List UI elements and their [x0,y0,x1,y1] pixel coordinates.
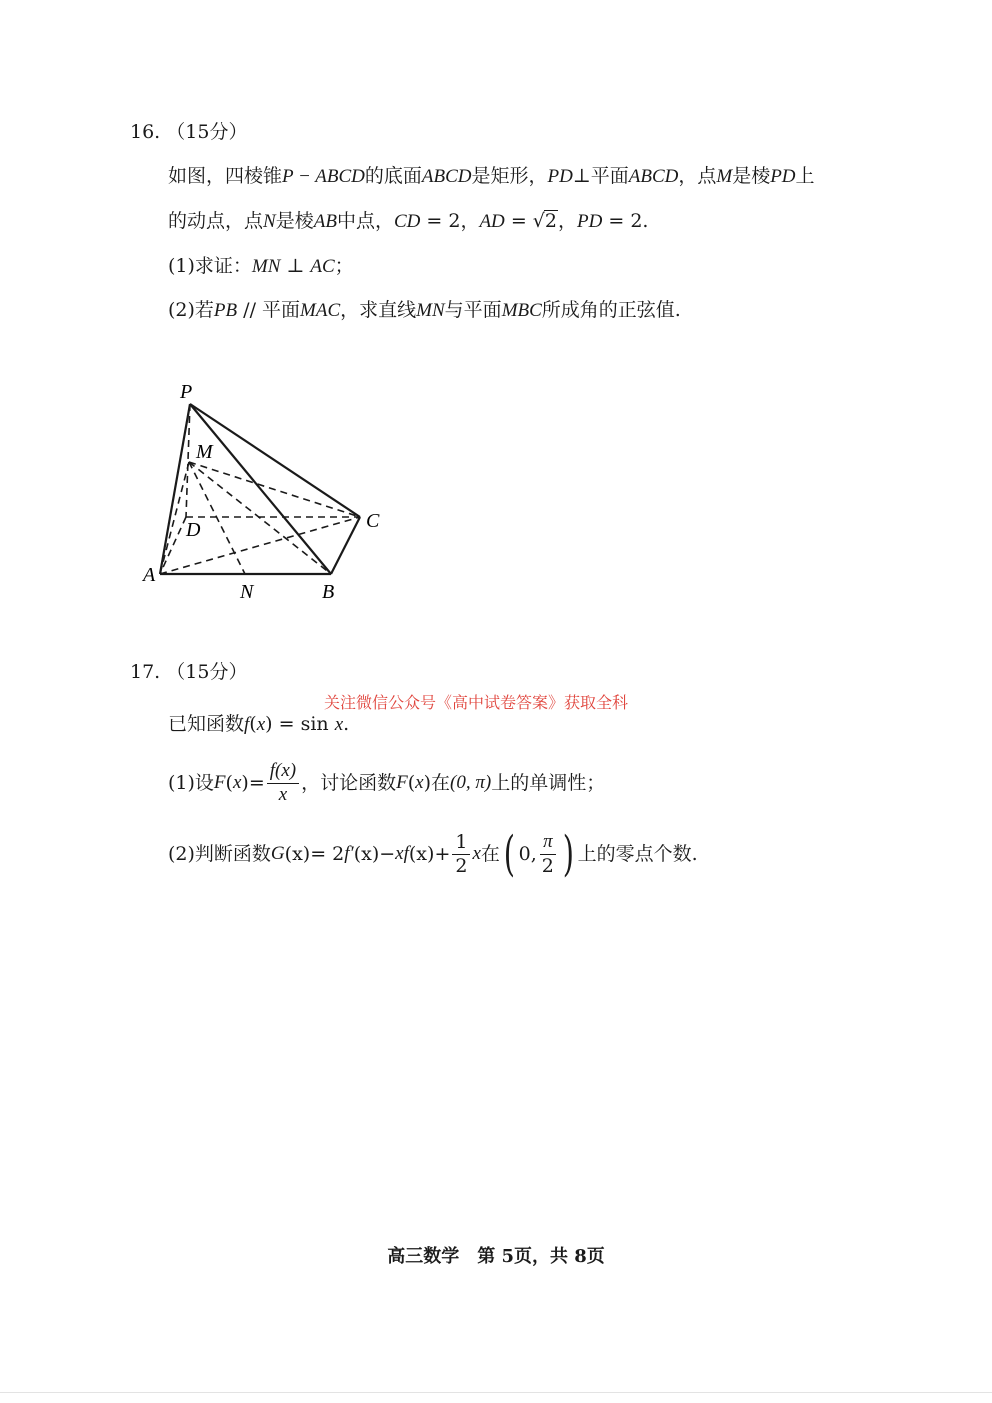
text: = 2. [602,210,649,232]
text: 如图，四棱锥 [168,165,283,187]
math-expr: MN [416,300,445,321]
text: ，讨论函数 [301,772,397,794]
math-expr: (x) [284,843,311,865]
paren: ) [423,772,432,794]
edge-PC [190,404,360,517]
math-expr: ABCD [421,166,472,187]
edge-MA [160,462,189,574]
math-expr: PB [213,300,238,321]
edge-PB [190,404,331,574]
edge-MC [189,462,360,517]
text: . [343,713,350,735]
fraction-denominator: x [278,783,288,805]
text: = 2， [420,210,480,232]
q16-stem-line2 [168,209,648,234]
math-expr: x [232,772,242,793]
label-B: B [322,581,335,603]
paren: ( [249,713,257,735]
big-paren-right: ) [562,826,574,882]
part-label: (1)设 [168,772,214,794]
sqrt-value: 2 [544,210,557,232]
label-P: P [180,381,193,403]
math-expr: P − ABCD [282,166,365,187]
fraction-denominator: 2 [541,854,554,877]
q17-score: （15分） [166,661,248,683]
math-expr: AB [313,211,337,232]
math-expr: x [472,843,481,864]
q16-score: （15分） [166,121,248,143]
math-expr: F [213,772,226,793]
big-paren-left: ( [503,826,515,882]
label-A: A [143,564,156,586]
q16-number: 16. [130,121,161,143]
q17-stem [168,712,349,737]
part-label: (2)判断函数 [168,843,271,865]
paren: ( [225,772,233,794]
math-expr: N [263,211,276,232]
paren: ) [241,772,249,794]
text: 所成角的正弦值. [541,299,681,321]
fraction-one-half [452,832,470,877]
text: ， [557,210,577,232]
text: 与平面 [444,299,502,321]
text: 0, [518,843,537,865]
math-expr: x [415,772,424,793]
text: + [434,843,451,865]
watermark-text: 关注微信公众号《高中试卷答案》获取全科 [324,693,629,712]
text: ； [334,255,354,277]
text: 的动点，点 [168,210,264,232]
fraction-numerator: 1 [452,832,470,855]
math-expr: x [256,714,266,735]
fraction-denominator: 2 [455,854,468,877]
fraction-pi-half [539,832,557,877]
math-expr: MAC [300,300,341,321]
math-expr: PD [770,166,796,187]
part-label: (2)若 [168,299,214,321]
text: 是棱 [732,165,771,187]
edge-BC [331,517,360,574]
text: 在 [431,772,451,794]
math-expr: ABCD [628,166,679,187]
part-label: (1)求证： [168,255,252,277]
paren: ( [407,772,416,794]
math-expr: MN [251,256,281,277]
text: 的底面 [364,165,422,187]
parallel-symbol: // [237,299,263,321]
text: 上的零点个数. [577,843,698,865]
sqrt-sign: √ [532,210,545,232]
text: = [504,210,533,232]
q17-part1 [168,760,605,806]
text: = sin [272,713,335,735]
paren: ) [265,713,273,735]
edge-PA [160,404,190,574]
q16-stem-line1 [168,164,815,189]
q16-part1 [168,254,354,279]
text: = [248,772,265,794]
text: = 2 [310,843,345,865]
page-footer: 高三数学 第 5页，共 8页 [387,1246,605,1267]
math-expr: f′ [344,843,354,864]
math-expr: PD [577,211,603,232]
text: − [379,843,396,865]
math-expr: M [716,166,733,187]
math-expr: G [270,843,285,864]
fraction-numerator: f(x) [267,761,299,784]
math-expr: F [396,772,408,793]
text: 已知函数 [168,713,245,735]
text: 是棱 [275,210,314,232]
text: 中点， [336,210,394,232]
math-expr: f [244,714,250,735]
q17-header [130,660,247,684]
edge-MN [189,462,245,574]
math-expr: PD [547,166,573,187]
math-expr: MBC [501,300,542,321]
text: 平面 [590,165,629,187]
q17-number: 17. [130,661,161,683]
math-expr: x [334,714,344,735]
text: 是矩形， [471,165,548,187]
label-D: D [186,519,201,541]
text: ，求直线 [340,299,417,321]
math-expr: AD [479,211,505,232]
interval: (0, π) [450,772,492,793]
math-expr: AC [310,256,335,277]
text: 上 [795,165,815,187]
text: 平面 [262,299,301,321]
edge-MB [189,462,331,574]
q16-part2 [168,298,681,323]
label-N: N [240,581,254,603]
q16-header [130,120,247,144]
math-expr: xf [395,843,409,864]
bottom-divider [0,1392,992,1393]
perp-symbol: ⊥ [280,255,311,277]
math-expr: CD [393,211,421,232]
perp-symbol: ⊥ [572,165,591,187]
text: 在 [480,843,500,865]
label-C: C [366,510,380,532]
math-expr: (x) [353,843,380,865]
fraction-numerator: π [540,832,556,855]
fraction [267,761,299,806]
label-M: M [196,441,213,463]
q17-part2 [168,826,698,882]
pyramid-figure [136,376,396,606]
math-expr: (x) [408,843,435,865]
text: 上的单调性； [491,772,606,794]
text: ，点 [678,165,717,187]
